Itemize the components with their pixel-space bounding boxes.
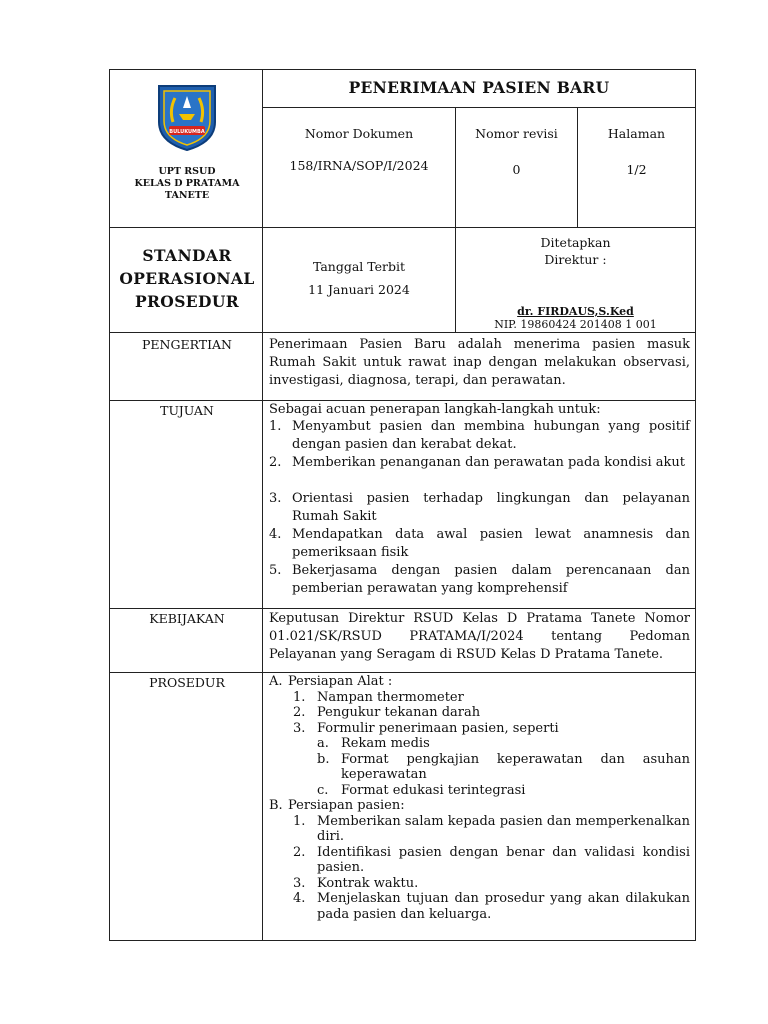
- list-item-number: 2.: [293, 705, 306, 720]
- doc-number-value: 158/IRNA/SOP/I/2024: [289, 158, 429, 173]
- sub-list-item: [317, 752, 690, 783]
- list-item-number: 1.: [269, 419, 282, 434]
- institution-line-2: KELAS D PRATAMA: [134, 178, 240, 189]
- sub-list-item-letter: b.: [317, 751, 330, 767]
- list-item: [293, 705, 690, 721]
- list-item-text: Identifikasi pasien dengan benar dan validasi kondisi pasien.: [317, 844, 690, 875]
- regency-logo-icon: [155, 82, 219, 152]
- logo-ribbon-text: BULUKUMBA: [169, 129, 205, 135]
- doc-number-cell: [262, 107, 456, 228]
- list-item: [269, 418, 690, 454]
- section-b-title: Persiapan pasien:: [288, 798, 405, 813]
- pengertian-text: Penerimaan Pasien Baru adalah menerima pasien masuk Rumah Sakit untuk rawat inap dengan melakukan observasi, investigasi, diagnosa, terapi, dan perawatan.: [269, 337, 690, 388]
- list-item-number: 5.: [269, 563, 282, 578]
- revision-cell: [455, 107, 578, 228]
- list-item: [293, 721, 690, 737]
- determined-label: Ditetapkan: [540, 235, 611, 250]
- list-item: [269, 562, 690, 598]
- list-item: [293, 814, 690, 845]
- list-item-text: Memberikan salam kepada pasien dan memperkenalkan diri.: [317, 813, 690, 844]
- sub-list-item-text: Format edukasi terintegrasi: [341, 782, 526, 798]
- tujuan-intro: Sebagai acuan penerapan langkah-langkah untuk:: [269, 402, 601, 417]
- director-label: Direktur :: [544, 252, 607, 267]
- sub-list-item-letter: a.: [317, 736, 329, 751]
- tujuan-list: [269, 418, 690, 598]
- list-item-text: Mendapatkan data awal pasien lewat anamnesis dan pemeriksaan fisik: [292, 527, 690, 560]
- revision-label: Nomor revisi: [475, 126, 558, 141]
- list-item: [269, 490, 690, 526]
- page-label: Halaman: [607, 126, 666, 141]
- sop-title: [110, 244, 264, 313]
- list-item-text: Orientasi pasien terhadap lingkungan dan pelayanan Rumah Sakit: [292, 491, 690, 524]
- pengertian-label-cell: [109, 332, 263, 401]
- list-item: [293, 876, 690, 892]
- list-item: [269, 526, 690, 562]
- section-a-heading: [269, 674, 690, 690]
- list-item: [269, 454, 690, 490]
- kebijakan-text: Keputusan Direktur RSUD Kelas D Pratama Tanete Nomor 01.021/SK/RSUD PRATAMA/I/2024 tentang Pedoman Pelayanan yang Seragam di RSUD Kelas D Pratama Tanete.: [269, 611, 690, 662]
- page-cell: [577, 107, 696, 228]
- kebijakan-label-cell: [109, 608, 263, 673]
- institution-line-1: UPT RSUD: [158, 166, 216, 177]
- kebijakan-label: KEBIJAKAN: [149, 611, 225, 626]
- list-item-number: 3.: [293, 875, 306, 891]
- prosedur-content-cell: [262, 672, 696, 941]
- issue-date-cell: [262, 227, 456, 333]
- list-item-number: 2.: [293, 844, 306, 860]
- section-b-number: B.: [269, 798, 283, 813]
- list-item: [293, 690, 690, 706]
- list-item-text: Pengukur tekanan darah: [317, 705, 481, 720]
- sop-document: [109, 69, 696, 941]
- list-item-text: Kontrak waktu.: [317, 875, 419, 891]
- director-name: dr. FIRDAUS,S.Ked: [517, 305, 634, 318]
- prosedur-label: PROSEDUR: [149, 675, 225, 690]
- sub-list-item: [317, 736, 690, 752]
- list-item-text: Formulir penerimaan pasien, seperti: [317, 720, 559, 736]
- list-item-text: Bekerjasama dengan pasien dalam perencanaan dan pemberian perawatan yang komprehensif: [292, 563, 690, 596]
- list-item-number: 4.: [269, 527, 282, 542]
- sop-title-line-1: STANDAR: [142, 246, 232, 265]
- revision-value: 0: [512, 162, 521, 177]
- list-item-text: Memberikan penanganan dan perawatan pada kondisi akut: [292, 455, 685, 470]
- issue-date-label: Tanggal Terbit: [312, 259, 406, 274]
- doc-number-label: Nomor Dokumen: [304, 126, 414, 141]
- section-a-title: Persiapan Alat :: [288, 674, 393, 689]
- list-item-number: 1.: [293, 813, 306, 829]
- prosedur-body: [269, 674, 690, 922]
- director-nip: NIP. 19860424 201408 1 001: [494, 318, 657, 331]
- page-value: 1/2: [626, 162, 647, 177]
- list-item: [293, 891, 690, 922]
- kebijakan-content-cell: [262, 608, 696, 673]
- institution-line-3: TANETE: [164, 190, 210, 201]
- list-item-number: 1.: [293, 689, 306, 705]
- pengertian-label: PENGERTIAN: [141, 337, 232, 352]
- sub-list-item-text: Rekam medis: [341, 736, 430, 751]
- section-b-heading: [269, 798, 690, 814]
- issue-date-value: 11 Januari 2024: [308, 282, 410, 297]
- sop-title-cell: [109, 227, 263, 333]
- section-a-number: A.: [269, 674, 283, 689]
- sub-list-item-text: Format pengkajian keperawatan dan asuhan keperawatan: [341, 751, 690, 782]
- list-item-number: 2.: [269, 455, 282, 470]
- list-item-number: 3.: [293, 720, 306, 736]
- document-title: PENERIMAAN PASIEN BARU: [348, 78, 610, 97]
- tujuan-label: TUJUAN: [160, 403, 214, 418]
- sop-title-line-2: OPERASIONAL: [119, 269, 255, 288]
- sub-list-item-letter: c.: [317, 782, 329, 798]
- list-item-text: Menjelaskan tujuan dan prosedur yang akan dilakukan pada pasien dan keluarga.: [317, 891, 690, 922]
- institution-name: [110, 166, 264, 202]
- title-cell: [262, 69, 696, 108]
- list-item: [293, 845, 690, 876]
- list-item-number: 4.: [293, 891, 306, 906]
- tujuan-content-cell: [262, 400, 696, 609]
- sop-title-line-3: PROSEDUR: [134, 292, 240, 311]
- list-item-text: Menyambut pasien dan membina hubungan yang positif dengan pasien dan kerabat dekat.: [292, 419, 690, 452]
- pengertian-content-cell: [262, 332, 696, 401]
- prosedur-label-cell: [109, 672, 263, 941]
- list-item-number: 3.: [269, 491, 282, 506]
- logo-cell: [109, 69, 263, 228]
- list-item-text: Nampan thermometer: [317, 689, 464, 705]
- approval-cell: [455, 227, 696, 333]
- sub-list-item: [317, 783, 690, 799]
- tujuan-label-cell: [109, 400, 263, 609]
